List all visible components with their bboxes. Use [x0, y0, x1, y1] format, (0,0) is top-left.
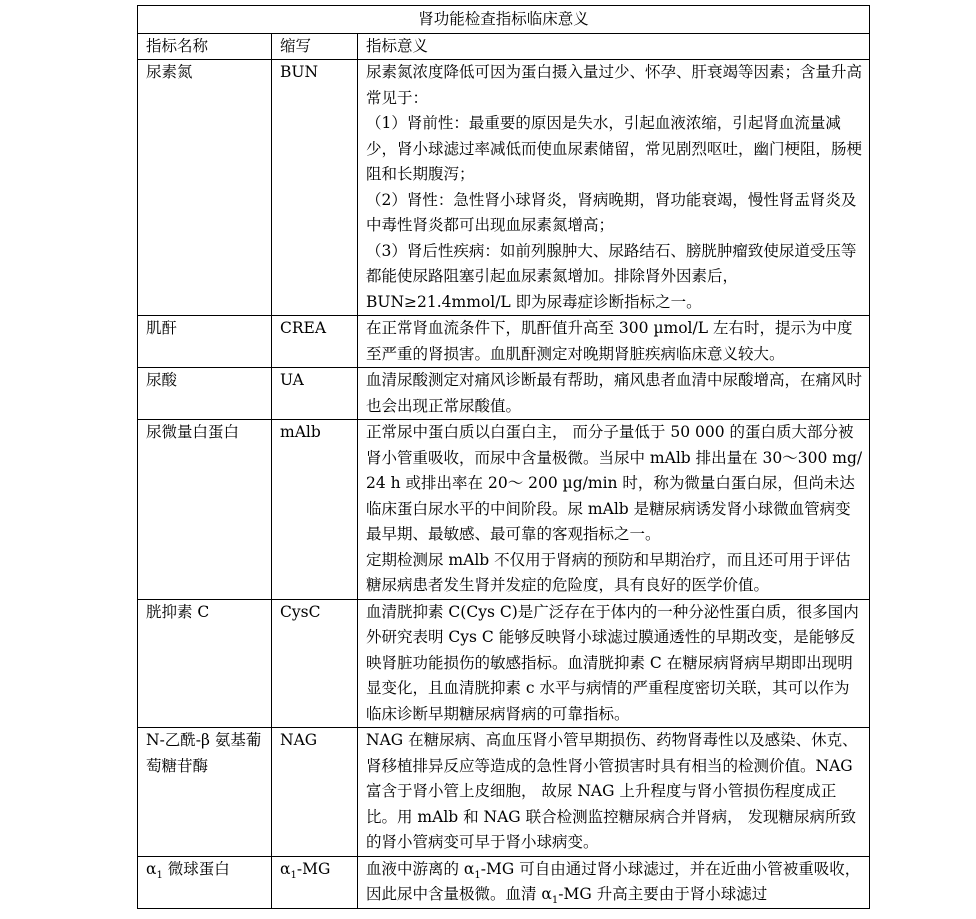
meaning-paragraph: 正常尿中蛋白质以白蛋白主， 而分子量低于 50 000 的蛋白质大部分被肾小管重吸收，而尿中含量极微。当尿中 mAlb 排出量在 30～300 mg/ 24 h 或排出率在 20～ 200 µg/min 时，称为微量白蛋白尿，但尚未达临床蛋白尿水平的中间阶段。尿 mAlb 是糖尿病诱发肾小球微血管病变最早期、最敏感、最可靠的客观指标之一。 — [366, 423, 863, 543]
meaning-paragraph: （1）肾前性：最重要的原因是失水，引起血液浓缩，引起肾血流量减少，肾小球滤过率减低而使血尿素储留，常见剧烈呕吐，幽门梗阻，肠梗阻和长期腹泻； — [366, 114, 863, 183]
kidney-function-table — [137, 5, 870, 909]
indicator-meaning — [358, 60, 870, 316]
meaning-paragraph: （2）肾性：急性肾小球肾炎，肾病晚期，肾功能衰竭，慢性肾盂肾炎及中毒性肾炎都可出现血尿素氮增高； — [366, 190, 857, 234]
table-row — [138, 420, 870, 600]
name-subscript: 1 — [156, 869, 163, 881]
indicator-meaning — [358, 420, 870, 600]
table-row — [138, 728, 870, 857]
indicator-abbr: BUN — [272, 60, 358, 316]
meaning-paragraph: 定期检测尿 mAlb 不仅用于肾病的预防和早期治疗，而且还可用于评估糖尿病患者发生肾并发症的危险度，具有良好的医学价值。 — [366, 550, 851, 594]
header-abbreviation: 缩写 — [272, 33, 358, 60]
indicator-name: 尿微量白蛋白 — [138, 420, 272, 600]
table-row — [138, 856, 870, 908]
meaning-part: -MG 升高主要由于肾小球滤过 — [558, 885, 768, 903]
indicator-abbr: UA — [272, 368, 358, 420]
meaning-subscript: 1 — [551, 895, 559, 907]
meaning-paragraph: 血清胱抑素 C(Cys C)是广泛存在于体内的一种分泌性蛋白质，很多国内外研究表明 Cys C 能够反映肾小球滤过膜通透性的早期改变，是能够反映肾脏功能损伤的敏感指标。血清胱抑素 C 在糖尿病肾病早期即出现明显变化，且血清胱抑素 c 水平与病情的严重程度密切关联，其可以作为临床诊断早期糖尿病肾病的可靠指标。 — [366, 602, 859, 723]
indicator-abbr: CysC — [272, 599, 358, 728]
indicator-meaning — [358, 856, 870, 908]
table-row — [138, 60, 870, 316]
meaning-paragraph: 血清尿酸测定对痛风诊断最有帮助，痛风患者血清中尿酸增高，在痛风时也会出现正常尿酸值。 — [366, 371, 863, 415]
indicator-name: N-乙酰-β 氨基葡萄糖苷酶 — [138, 728, 272, 857]
meaning-paragraph: 尿素氮浓度降低可因为蛋白摄入量过少、怀孕、肝衰竭等因素；含量升高常见于： — [366, 63, 863, 107]
name-prefix: α — [146, 859, 157, 878]
indicator-name — [138, 856, 272, 908]
table-row — [138, 316, 870, 368]
header-meaning: 指标意义 — [358, 33, 870, 60]
table-row — [138, 368, 870, 420]
meaning-paragraph: 在正常肾血流条件下，肌酐值升高至 300 µmol/L 左右时，提示为中度至严重的肾损害。血肌酐测定对晚期肾脏疾病临床意义较大。 — [366, 319, 853, 363]
header-indicator-name: 指标名称 — [138, 33, 272, 60]
indicator-meaning — [358, 368, 870, 420]
meaning-subscript: 1 — [474, 869, 481, 881]
indicator-name: 肌酐 — [138, 316, 272, 368]
table-header-row — [138, 33, 870, 60]
indicator-meaning — [358, 599, 870, 728]
meaning-paragraph: （3）肾后性疾病：如前列腺肿大、尿路结石、膀胱肿瘤致使尿道受压等都能使尿路阻塞引起血尿素氮增加。排除肾外因素后，BUN≥21.4mmol/L 即为尿毒症诊断指标之一。 — [366, 241, 857, 311]
abbr-subscript: 1 — [290, 869, 297, 881]
indicator-meaning — [358, 316, 870, 368]
indicator-name: 尿素氮 — [138, 60, 272, 316]
table-row — [138, 599, 870, 728]
indicator-name: 尿酸 — [138, 368, 272, 420]
meaning-paragraph: NAG 在糖尿病、高血压肾小管早期损伤、药物肾毒性以及感染、休克、肾移植排异反应等造成的急性肾小管损害时具有相当的检测价值。NAG 富含于肾小管上皮细胞， 故尿 NAG 上升程度与肾小管损伤程度成正比。用 mAlb 和 NAG 联合检测监控糖尿病合并肾病， 发现糖尿病所致的肾小管病变可早于肾小球病变。 — [366, 731, 858, 851]
name-suffix: 微球蛋白 — [162, 859, 230, 878]
indicator-abbr: NAG — [272, 728, 358, 857]
meaning-part: 血液中游离的 α — [366, 859, 475, 878]
indicator-abbr: mAlb — [272, 420, 358, 600]
table-title-row — [138, 6, 870, 34]
indicator-meaning — [358, 728, 870, 857]
abbr-suffix: -MG — [296, 859, 331, 878]
meaning-part: -MG 可自由通过肾小球滤过，并在近曲小管被重吸收，因此尿中含量极微。血清 α — [366, 859, 861, 903]
indicator-name: 胱抑素 C — [138, 599, 272, 728]
indicator-abbr — [272, 856, 358, 908]
abbr-prefix: α — [280, 859, 291, 878]
table-title: 肾功能检查指标临床意义 — [138, 6, 870, 34]
indicator-abbr: CREA — [272, 316, 358, 368]
